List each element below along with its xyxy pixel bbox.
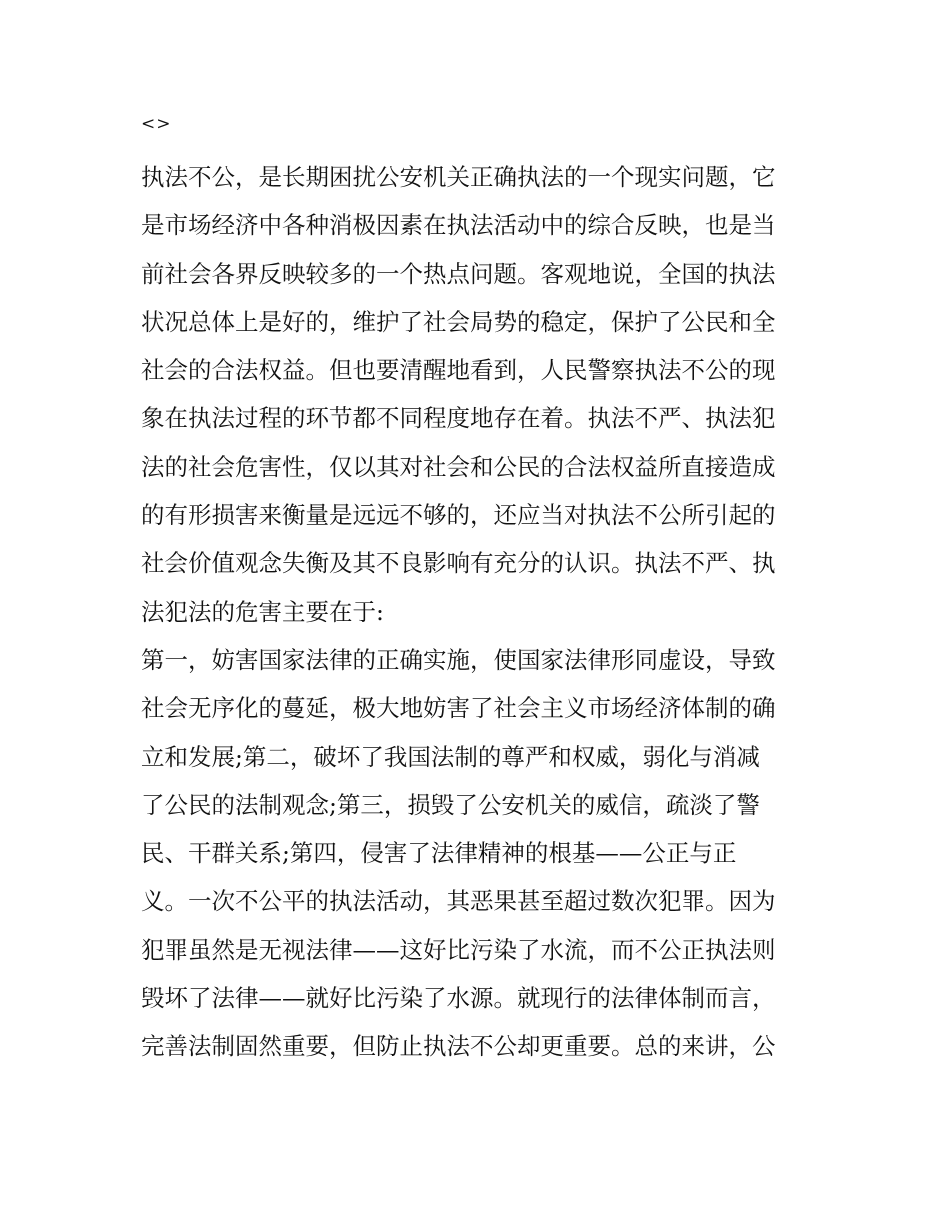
text-line: 完善法制固然重要，但防止执法不公却更重要。总的来讲，公 bbox=[141, 1032, 776, 1061]
text-line: 毁坏了法律——就好比污染了水源。就现行的法律体制而言， bbox=[141, 984, 776, 1013]
text-line: 社会的合法权益。但也要清醒地看到，人民警察执法不公的现 bbox=[141, 356, 776, 385]
text-line: 第一，妨害国家法律的正确实施，使国家法律形同虚设，导致 bbox=[141, 645, 776, 674]
text-line: 状况总体上是好的，维护了社会局势的稳定，保护了公民和全 bbox=[141, 307, 776, 336]
text-line: 社会无序化的蔓延，极大地妨害了社会主义市场经济体制的确 bbox=[141, 694, 776, 723]
text-line: 义。一次不公平的执法活动，其恶果甚至超过数次犯罪。因为 bbox=[141, 887, 776, 916]
text-line: 立和发展;第二，破坏了我国法制的尊严和权威，弱化与消减 bbox=[141, 742, 760, 771]
text-line: 是市场经济中各种消极因素在执法活动中的综合反映，也是当 bbox=[141, 211, 776, 240]
text-line: 社会价值观念失衡及其不良影响有充分的认识。执法不严、执 bbox=[141, 549, 776, 578]
text-line: 了公民的法制观念;第三，损毁了公安机关的威信，疏淡了警 bbox=[141, 790, 760, 819]
text-line: 执法不公，是长期困扰公安机关正确执法的一个现实问题，它 bbox=[141, 163, 776, 191]
text-line: 象在执法过程的环节都不同程度地存在着。执法不严、执法犯 bbox=[141, 404, 776, 433]
text-line: 法犯法的危害主要在于: bbox=[141, 597, 384, 626]
text-line: 犯罪虽然是无视法律——这好比污染了水流，而不公正执法则 bbox=[141, 935, 776, 964]
text-line: 民、干群关系;第四，侵害了法律精神的根基——公正与正 bbox=[141, 839, 737, 868]
body-text bbox=[141, 153, 821, 1071]
text-line: 法的社会危害性，仅以其对社会和公民的合法权益所直接造成 bbox=[141, 452, 776, 481]
text-line: 的有形损害来衡量是远远不够的，还应当对执法不公所引起的 bbox=[141, 501, 776, 530]
text-line: 前社会各界反映较多的一个热点问题。客观地说，全国的执法 bbox=[141, 259, 776, 288]
angle-bracket-marker: <> bbox=[141, 114, 172, 134]
